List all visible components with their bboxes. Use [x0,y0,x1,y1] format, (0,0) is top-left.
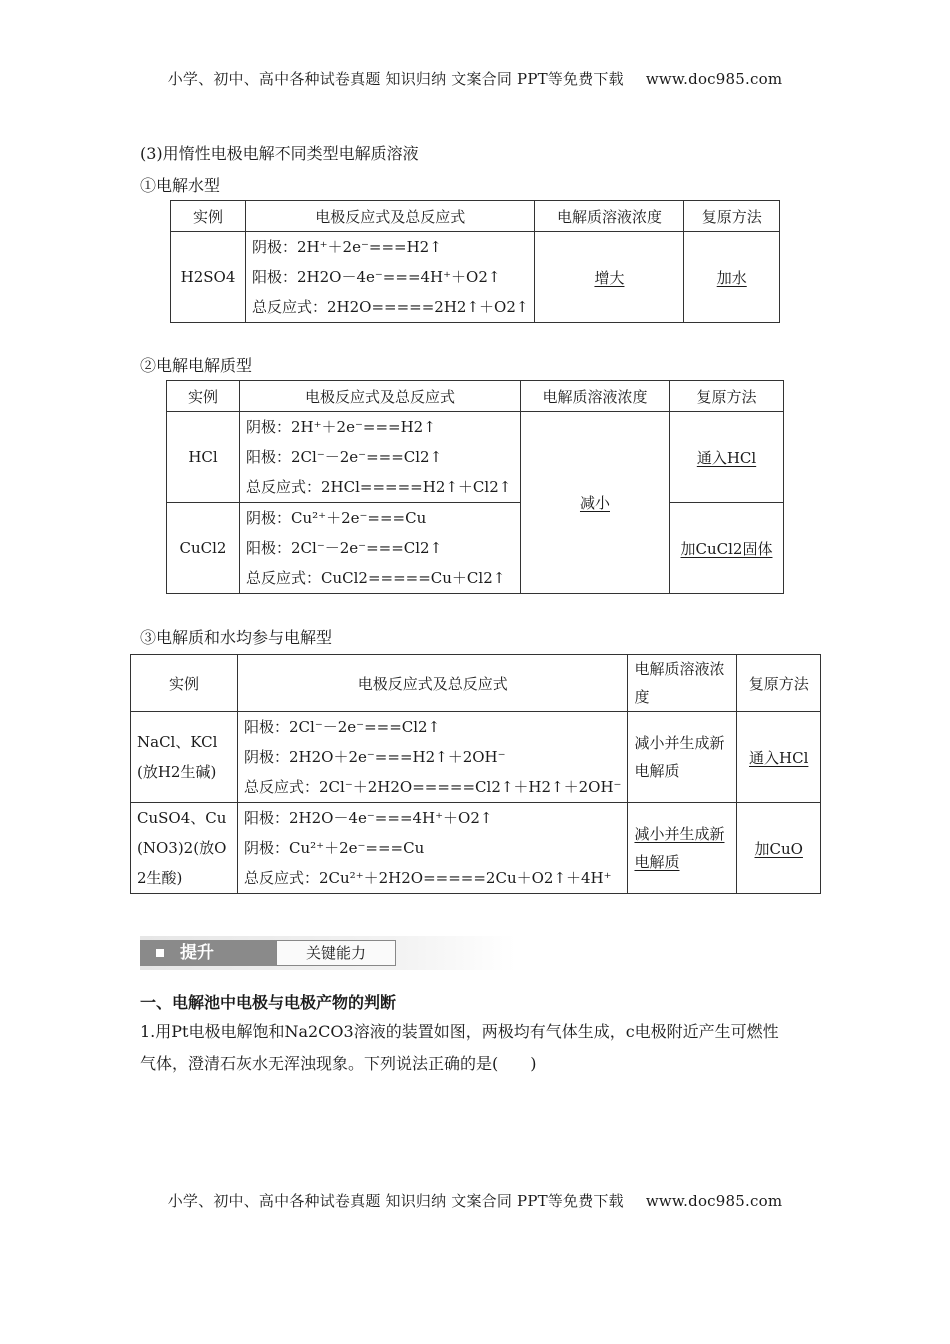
example-cell: NaCl、KCl(放H2生碱) [131,712,238,803]
col-header: 实例 [131,655,238,712]
col-header: 复原方法 [737,655,821,712]
equations-cell: 阳极：2Cl⁻－2e⁻===Cl2↑ 阴极：2H2O＋2e⁻===H2↑＋2OH⁻ 总反应式：2Cl⁻＋2H2O=====Cl2↑＋H2↑＋2OH⁻ [238,712,628,803]
table1-title: ①电解水型 [140,176,221,195]
restore-answer: 加水 [716,268,747,287]
question-line-1: 1.用Pt电极电解饱和Na2CO3溶液的装置如图，两极均有气体生成，c电极附近产生可燃性 [140,1022,779,1041]
concentration-answer: 减小并生成新电解质 [634,825,725,871]
col-header: 实例 [171,201,246,232]
col-header: 电解质溶液浓度 [628,655,737,712]
table-row [167,503,784,594]
equations-cell: 阴极：Cu²⁺＋2e⁻===Cu 阳极：2Cl⁻－2e⁻===Cl2↑ 总反应式：CuCl2=====Cu＋Cl2↑ [240,503,521,594]
equations-cell: 阴极：2H⁺＋2e⁻===H2↑ 阳极：2H2O－4e⁻===4H⁺＋O2↑ 总反应式：2H2O=====2H2↑＋O2↑ [246,232,535,323]
question-line-2: 气体，澄清石灰水无浑浊现象。下列说法正确的是( ) [140,1054,537,1073]
col-header: 复原方法 [684,201,780,232]
banner-sublabel: 关键能力 [276,940,396,966]
section-banner [140,936,516,970]
concentration-answer: 减小 [579,494,610,512]
restore-answer: 加CuO [754,839,803,858]
table-electrolyte-and-water [130,654,821,894]
page-header: 小学、初中、高中各种试卷真题 知识归纳 文案合同 PPT等免费下载 www.doc985.com [167,70,783,88]
restore-answer: 通入HCl [696,448,757,467]
example-cell: H2SO4 [171,232,246,323]
restore-answer: 通入HCl [749,748,809,767]
table3-title: ③电解质和水均参与电解型 [140,628,333,647]
col-header: 实例 [167,381,240,412]
restore-answer: 加CuCl2固体 [680,539,773,558]
table-row [131,803,821,894]
equations-cell: 阴极：2H⁺＋2e⁻===H2↑ 阳极：2Cl⁻－2e⁻===Cl2↑ 总反应式：2HCl=====H2↑＋Cl2↑ [240,412,521,503]
col-header: 电解质溶液浓度 [521,381,670,412]
subsection-heading: 一、电解池中电极与电极产物的判断 [140,993,397,1012]
col-header: 电极反应式及总反应式 [246,201,535,232]
col-header: 电解质溶液浓度 [535,201,684,232]
banner-label: 提升 [180,943,214,963]
table2-title: ②电解电解质型 [140,356,253,375]
concentration-answer: 增大 [594,268,625,287]
example-cell: CuSO4、Cu(NO3)2(放O2生酸) [131,803,238,894]
section-title: (3)用惰性电极电解不同类型电解质溶液 [140,144,419,163]
equations-cell: 阳极：2H2O－4e⁻===4H⁺＋O2↑ 阴极：Cu²⁺＋2e⁻===Cu 总反应式：2Cu²⁺＋2H2O=====2Cu＋O2↑＋4H⁺ [238,803,628,894]
table-row [167,412,784,503]
page-footer: 小学、初中、高中各种试卷真题 知识归纳 文案合同 PPT等免费下载 www.doc985.com [167,1192,783,1210]
square-bullet-icon [156,949,164,957]
example-cell: CuCl2 [167,503,240,594]
col-header: 电极反应式及总反应式 [238,655,628,712]
table-electrolyze-electrolyte [166,380,784,594]
col-header: 电极反应式及总反应式 [240,381,521,412]
table-row [131,712,821,803]
table-electrolyze-water [170,200,780,323]
example-cell: HCl [167,412,240,503]
concentration-cell: 减小并生成新电解质 [628,712,737,803]
table-row [171,232,780,323]
col-header: 复原方法 [670,381,784,412]
